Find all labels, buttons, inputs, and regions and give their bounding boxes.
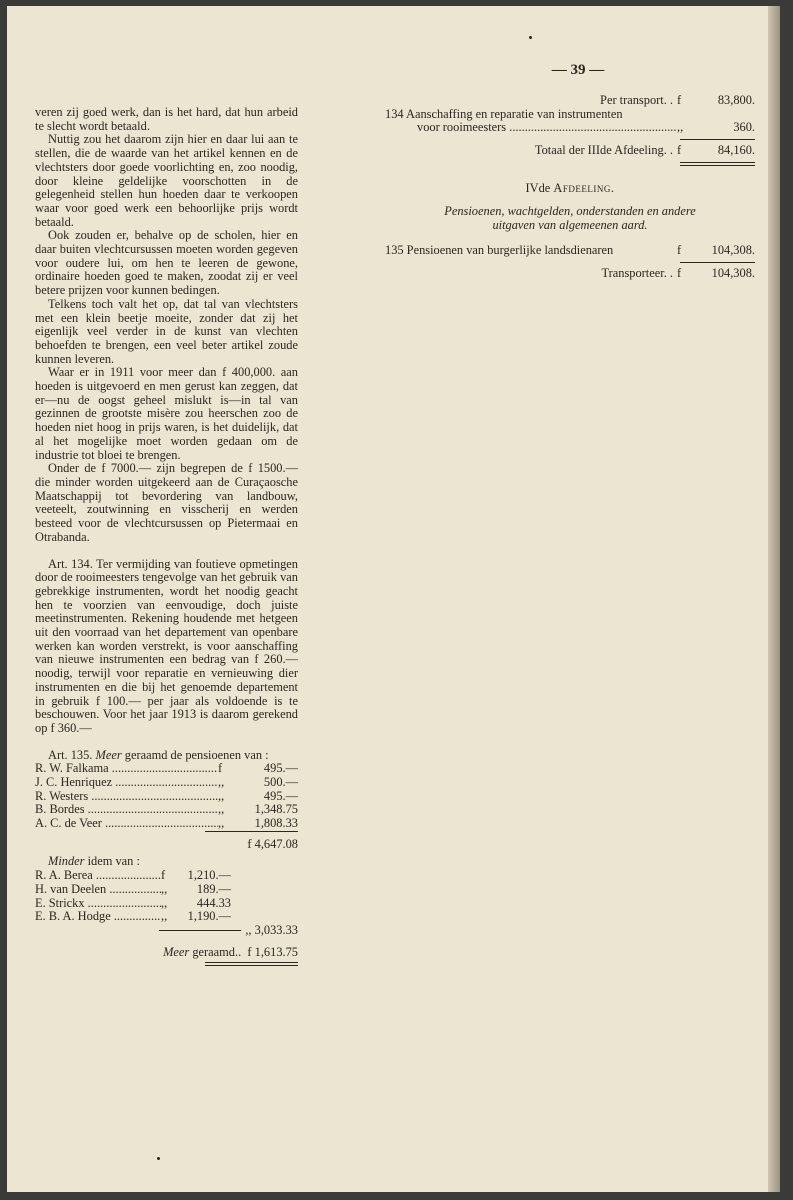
pension-amount: 444.33 [196,895,231,910]
item-135-row: 135 Pensioenen van burgerlijke landsdienaren f 104,308. [385,242,755,257]
total-iiide-row: Totaal der IIIde Afdeeling. . f 84,160. [534,143,755,158]
minder-total: ,, 3,033.33 [245,922,298,937]
pension-amount: 495.— [263,788,298,803]
currency-mark: f [218,761,223,776]
item-134-row: voor rooimeesters ..... ,, 360. [385,121,755,135]
currency-mark: ,, [218,788,225,803]
pension-amount: 500.— [263,775,298,790]
total-double-rule [205,962,298,966]
currency-mark: ,, [161,909,168,924]
currency-mark: ,, [218,802,225,817]
page-number: — 39 — [551,62,605,78]
paragraph: Onder de f 7000.— zijn begrepen de f 1500.— die minder worden uitgekeerd aan de Curaçaosche Maatschappij tot bevordering van landbouw, veeteelt, zoutwinning en visscherij en werden besteed voor de vlechtcursussen op Pietermaai en Otrabanda. [35,461,298,544]
pensioner-name: R. Westers ..... [35,790,218,804]
article-135-heading: Art. 135. Meer geraamd de pensioenen van : [48,747,269,762]
currency-mark: f [161,868,166,883]
currency-mark: ,, [161,895,168,910]
paragraph: veren zij goed werk, dan is het hard, dat hun arbeid te slecht wordt betaald. [35,105,298,133]
pension-amount: 189.— [196,881,231,896]
pension-amount: 1,808.33 [254,816,298,831]
ink-speck [157,1157,160,1160]
pension-row [35,762,298,776]
section-subtitle: Pensioenen, wachtgelden, onderstanden en andere [444,204,696,219]
pension-amount: 1,210.— [187,868,231,883]
pension-row [35,869,231,883]
currency-mark: ,, [161,881,168,896]
transport-row: Per transport. . f 83,800. [600,93,755,107]
section-subtitle: uitgaven van algemeenen aard. [492,218,648,233]
paragraph: Waar er in 1911 voor meer dan f 400,000. aan hoeden is uitgevoerd en men gerust kan zeggen, dat er—nu de oogst geheel mislukt is—in tal van gezinnen de grootste misère zou heerschen zoo de hoeden niet hoog in prijs waren, is het duidelijk, dat al het mogelijke moet worden gedaan om de industrie tot bloei te brengen. [35,365,298,462]
paragraph: Nuttig zou het daarom zijn hier en daar lui aan te stellen, die de waarde van het artikel kennen en de vlechtsters door goede voorlichting en, zoo noodig, door kleine geldelijke voorschotten in de gelegenheid stellen hun hoeden daar te verkoopen waar voor goed werk een behoorlijke prijs wordt betaald. [35,132,298,229]
pension-row [35,776,298,790]
paragraph: Telkens toch valt het op, dat tal van vlechtsters met een klein beetje moeite, zonder dat zij het eigenlijk veel verder in de kunst van vlechten behoefden te brengen, een veel beter artikel zoude kunnen leveren. [35,296,298,366]
meer-pension-list [35,762,298,830]
pensioner-name: H. van Deelen ..... [35,883,161,897]
pensioner-name: R. W. Falkama ..... [35,762,218,776]
item-134-label: 134 Aanschaffing en reparatie van instrumenten [385,106,623,121]
right-column [385,94,755,280]
meer-total: f 4,647.08 [247,836,298,851]
pension-row [35,910,231,924]
currency-mark: ,, [218,775,225,790]
pension-row [35,883,231,897]
pensioner-name: J. C. Henriquez ..... [35,776,218,790]
pension-row [35,803,298,817]
pension-amount: 1,190.— [187,909,231,924]
transporteer-row: Transporteer. . f 104,308. [601,265,755,280]
left-column [35,106,298,966]
minder-heading: Minder idem van : [48,854,140,869]
page-edge [768,6,780,1192]
pensioner-name: B. Bordes ..... [35,803,218,817]
pensioner-name: R. A. Berea ..... [35,869,161,883]
pension-row [35,897,231,911]
pension-amount: 1,348.75 [254,802,298,817]
pensioner-name: A. C. de Veer ..... [35,817,218,831]
ink-speck [529,36,532,39]
pension-row [35,817,298,831]
final-meer-geraamd: Meer geraamd.. f 1,613.75 [163,944,298,959]
article-134-text: Art. 134. Ter vermijding van foutieve opmetingen door de rooimeesters tengevolge van het gebruik van gebrekkige instrumenten, wordt het noodig geacht hen te voorzien van eenvoudige, doch juiste meetinstrumenten. Rekening houdende met hetgeen uit den voorraad van het departement van openbare werken kan worden verstrekt, is voor aanschaffing van nieuwe instrumenten een bedrag van f 260.— noodig, terwijl voor reparatie en vernieuwing dier instrumenten en die bij het genoemde departement in gebruik f 100.— per jaar als voldoende is te beschouwen. Voor het jaar 1913 is daarom gerekend op f 360.— [35,556,298,735]
pension-amount: 495.— [263,761,298,776]
minder-pension-list [35,869,231,924]
pension-row [35,790,298,804]
subtotal-rule [680,139,755,140]
pensioner-name: E. B. A. Hodge ..... [35,910,161,924]
minder-total-row [35,924,298,938]
section-heading: IVde Afdeeling. [525,180,615,195]
paragraph: Ook zouden er, behalve op de scholen, hier en daar buiten vlechtcursussen moeten worden gegeven voor oudere lui, om hen te leeren de gewone, ordinaire hoeden goed te maken, zoodat zij er veel betere prijzen voor kunnen bedingen. [35,228,298,298]
pensioner-name: E. Strickx ..... [35,897,161,911]
currency-mark: ,, [218,816,225,831]
subtotal-rule [680,262,755,263]
